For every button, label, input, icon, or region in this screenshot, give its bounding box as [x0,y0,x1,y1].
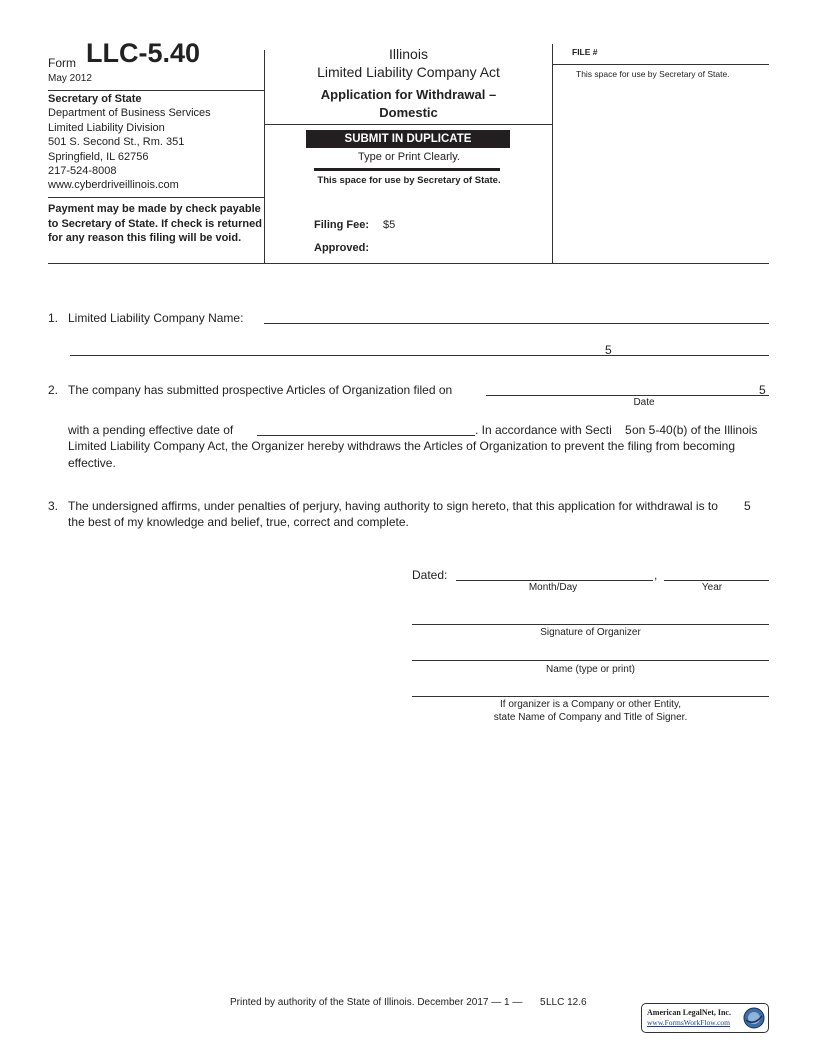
payment-note: Payment may be made by check payable to Secretary of State. If check is returned for any reason this filing will be void. [48,203,262,244]
signature-field[interactable] [412,624,769,625]
dated-label: Dated: [412,568,448,582]
filed-date-field[interactable] [486,395,769,396]
legalnet-logo[interactable] [641,1003,769,1033]
entity-caption-line2: state Name of Company and Title of Signer. [493,712,688,723]
file-number-field[interactable] [553,64,769,65]
item2-number: 2. [48,383,59,397]
item2-mark2: 5 [625,423,632,437]
state-name: Illinois [389,46,428,62]
month-day-caption: Month/Day [528,582,578,593]
office-line: 501 S. Second St., Rm. 351 [48,136,185,149]
logo-company: American LegalNet, Inc. [647,1008,731,1017]
item2-line2: Limited Liability Company Act, the Organizer hereby withdraws the Articles of Organization to prevent the filing from becoming [68,439,735,453]
item2-line3: effective. [68,456,116,470]
office-address-block [48,92,211,193]
office-line: www.cyberdriveillinois.com [48,179,179,192]
item1-mark: 5 [605,343,612,357]
footer-mark: 5 [540,997,546,1008]
year-caption: Year [701,582,723,593]
footer-text-a: Printed by authority of the State of Illinois. December 2017 — 1 — [230,997,523,1008]
form-date: May 2012 [48,73,92,84]
name-field[interactable] [412,660,769,661]
entity-caption-line1: If organizer is a Company or other Entity, [499,699,681,710]
item3-line1: The undersigned affirms, under penalties of perjury, having authority to sign hereto, that this application for withdrawal is to [68,499,718,513]
thick-rule [314,168,500,171]
office-line: 217-524-8008 [48,165,117,178]
logo-url[interactable]: www.FormsWorkFlow.com [647,1018,731,1027]
item2-text: The company has submitted prospective Articles of Organization filed on [68,383,453,397]
form-title-line2: Domestic [379,105,438,120]
company-name-field-2[interactable] [70,355,769,356]
submit-banner: SUBMIT IN DUPLICATE [306,130,510,148]
office-line: Springfield, IL 62756 [48,150,149,163]
form-number: LLC-5.40 [86,38,201,68]
item2-cont-prefix: with a pending effective date of [68,423,234,437]
form-prefix: Form [48,56,76,70]
type-print-note: Type or Print Clearly. [358,151,460,163]
file-number-label: FILE # [572,47,598,57]
item2-cont-a: . In accordance with Secti [475,423,612,437]
act-name: Limited Liability Company Act [317,64,500,80]
filed-date-caption: Date [633,397,655,408]
dated-comma: , [654,568,658,582]
header-divider [265,124,553,125]
signature-caption: Signature of Organizer [540,627,641,638]
filing-fee-label: Filing Fee: [314,219,369,231]
company-name-field[interactable] [264,323,769,324]
file-space-note: This space for use by Secretary of State. [576,69,730,79]
item2-mark: 5 [759,383,766,397]
item3-mark: 5 [744,499,751,513]
office-line: Department of Business Services [48,107,211,120]
footer-text-b: LLC 12.6 [546,997,587,1008]
effective-date-field[interactable] [257,435,475,436]
item2-cont-b: on 5-40(b) of the Illinois [632,423,758,437]
item3-line2: the best of my knowledge and belief, true, correct and complete. [68,515,409,529]
filing-fee-value: $5 [383,219,396,231]
office-line: Limited Liability Division [48,121,165,134]
globe-icon [742,1006,766,1030]
form-title-line1: Application for Withdrawal – [320,87,497,102]
month-day-field[interactable] [456,580,653,581]
year-field[interactable] [664,580,769,581]
header-bottom-rule [48,263,769,264]
office-name: Secretary of State [48,93,142,105]
sos-space-note: This space for use by Secretary of State. [317,175,501,186]
approved-label: Approved: [314,242,369,254]
item1-number: 1. [48,311,59,325]
header-divider [48,197,265,198]
header-divider [48,90,265,91]
item1-label: Limited Liability Company Name: [68,311,244,325]
name-caption: Name (type or print) [546,664,635,675]
entity-field[interactable] [412,696,769,697]
item3-number: 3. [48,499,59,513]
